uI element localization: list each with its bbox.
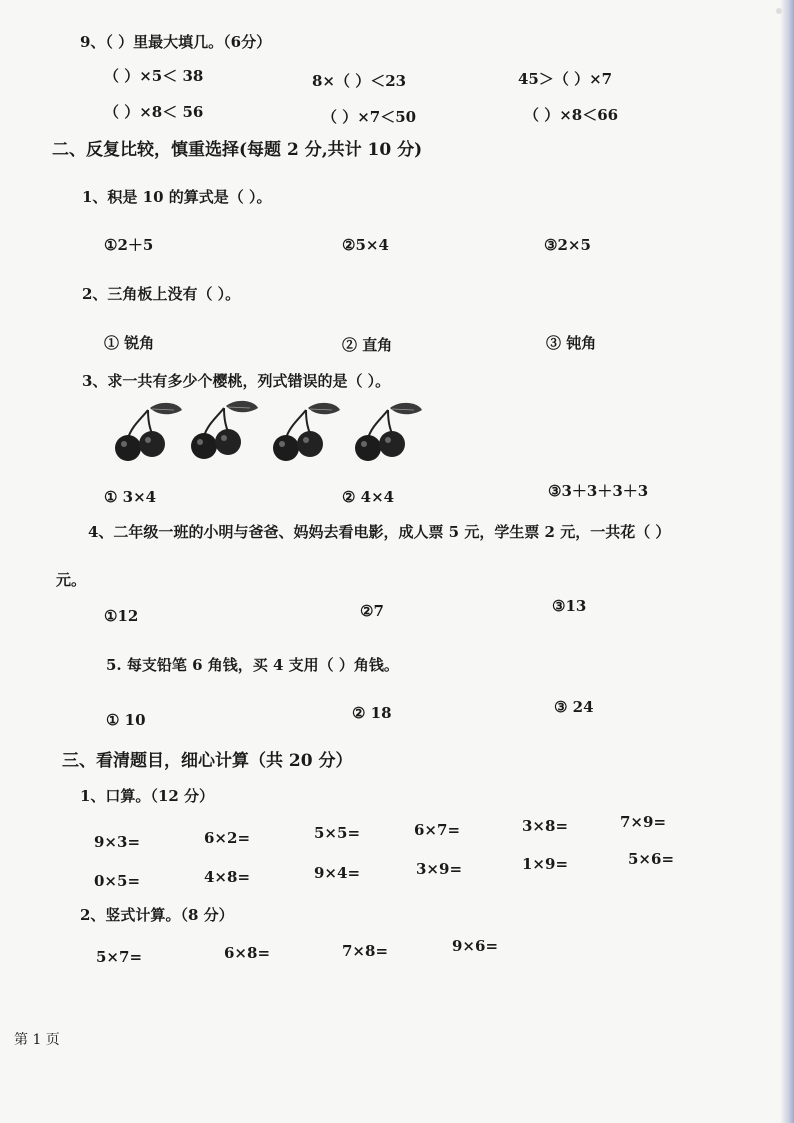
s2-q3-option-1: ① 3×4 <box>104 488 157 506</box>
s2-q1-option-2: ②5×4 <box>342 236 389 254</box>
q9-item-3: 45＞（ ）×7 <box>518 70 613 88</box>
s2-q5-option-3: ③ 24 <box>554 698 594 716</box>
calc-item: 9×4= <box>314 864 361 882</box>
s2-q5-option-2: ② 18 <box>352 704 392 722</box>
calc-item: 0×5= <box>94 872 141 890</box>
cherries-illustration <box>110 400 430 468</box>
calc-item: 5×5= <box>314 824 361 842</box>
calc-item: 6×7= <box>414 821 461 839</box>
vertical-calc-item: 6×8= <box>224 944 271 962</box>
s2-q4-option-1: ①12 <box>104 607 139 625</box>
calc-item: 3×8= <box>522 817 569 835</box>
calc-item: 9×3= <box>94 833 141 851</box>
s2-q4-text-cont: 元。 <box>56 571 87 589</box>
vertical-calc-item: 5×7= <box>96 948 143 966</box>
s2-q2-option-2: ② 直角 <box>342 336 393 354</box>
cherry-icon <box>355 403 422 461</box>
calc-item: 4×8= <box>204 868 251 886</box>
q9-item-1: （ ）×5＜ 38 <box>104 67 204 85</box>
s2-q5-option-1: ① 10 <box>106 711 146 729</box>
page-number: 第 1 页 <box>14 1032 60 1048</box>
q9-item-2: 8×（ ）＜23 <box>312 72 407 90</box>
cherry-icon <box>191 401 258 459</box>
s2-q2-text: 2、三角板上没有（ ）。 <box>82 285 241 303</box>
s2-q1-option-1: ①2＋5 <box>104 236 154 254</box>
section3-title: 三、看清题目，细心计算（共 20 分） <box>62 751 353 771</box>
calc-item: 3×9= <box>416 860 463 878</box>
s2-q2-option-1: ① 锐角 <box>104 334 155 352</box>
cherry-icon <box>273 403 340 461</box>
cherry-icon <box>115 403 182 461</box>
s2-q3-option-2: ② 4×4 <box>342 488 395 506</box>
s3-q1-text: 1、口算。（12 分） <box>80 787 215 805</box>
q9-title: 9、（ ）里最大填几。（6分） <box>80 33 272 51</box>
q9-item-6: （ ）×8＜66 <box>524 106 619 124</box>
section2-title: 二、反复比较，慎重选择(每题 2 分,共计 10 分) <box>52 140 423 160</box>
s2-q2-option-3: ③ 钝角 <box>546 334 597 352</box>
s2-q3-option-3: ③3＋3＋3＋3 <box>548 482 649 500</box>
vertical-calc-item: 9×6= <box>452 937 499 955</box>
vertical-calc-item: 7×8= <box>342 942 389 960</box>
s2-q5-text: 5. 每支铅笔 6 角钱，买 4 支用（ ）角钱。 <box>106 656 399 674</box>
calc-item: 6×2= <box>204 829 251 847</box>
s2-q4-option-2: ②7 <box>360 602 384 620</box>
s2-q1-text: 1、积是 10 的算式是（ ）。 <box>82 188 272 206</box>
scan-edge <box>780 0 794 1123</box>
s2-q4-text: 4、二年级一班的小明与爸爸、妈妈去看电影，成人票 5 元，学生票 2 元，一共花（ ） <box>88 523 671 541</box>
s2-q4-option-3: ③13 <box>552 597 587 615</box>
s2-q1-option-3: ③2×5 <box>544 236 591 254</box>
s3-q2-text: 2、竖式计算。（8 分） <box>80 906 234 924</box>
calc-item: 7×9= <box>620 813 667 831</box>
scan-mark <box>776 8 782 14</box>
s2-q3-text: 3、求一共有多少个樱桃，列式错误的是（ ）。 <box>82 372 391 390</box>
q9-item-4: （ ）×8＜ 56 <box>104 103 204 121</box>
calc-item: 1×9= <box>522 855 569 873</box>
calc-item: 5×6= <box>628 850 675 868</box>
q9-item-5: （ ）×7＜50 <box>322 108 417 126</box>
